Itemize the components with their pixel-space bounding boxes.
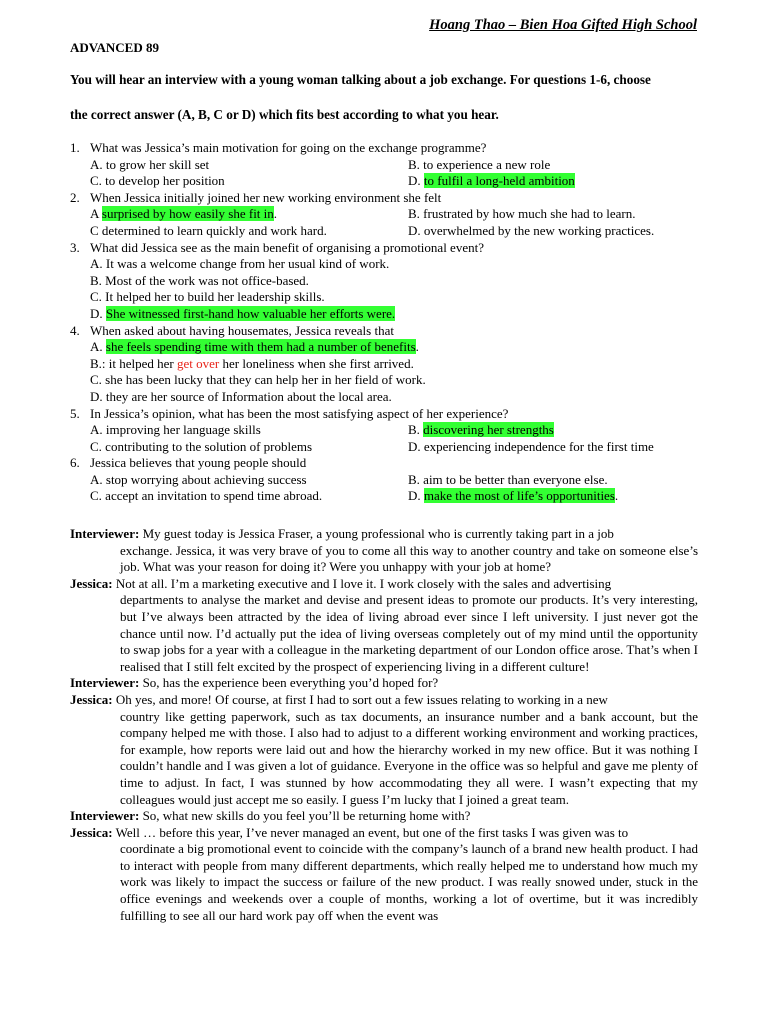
turn-first-line: So, what new skills do you feel you’ll be returning home with? bbox=[142, 808, 471, 824]
question-stem: When asked about having housemates, Jessica reveals that bbox=[90, 322, 394, 338]
option-c: C determined to learn quickly and work hard. bbox=[90, 222, 327, 238]
dialogue-turn bbox=[70, 526, 698, 576]
turn-text: exchange. Jessica, it was very brave of you to come all this way to another country and take on someone else’s job. What was your reason for doing it? Were you unhappy with your job at home? bbox=[120, 542, 698, 575]
dialogue-turn bbox=[70, 825, 698, 925]
option-a: A. improving her language skills bbox=[90, 422, 261, 438]
question-2 bbox=[70, 190, 710, 240]
question-5 bbox=[70, 406, 710, 456]
question-stem: What was Jessica’s main motivation for going on the exchange programme? bbox=[90, 140, 487, 155]
turn-text: departments to analyse the market and devise and present ideas to promote our products. It’s very interesting, but I’ve always been attracted by the idea of living abroad ever since I left university. I just never got the chance until now. I’d actually put the idea of living overseas completely out of my mind until the opportunity to swap jobs for a year with a colleague in the marketing department of our London office arose. That’s when I realised that I still felt excited by the prospect of experiencing living in a different culture! bbox=[120, 592, 698, 674]
highlighted-answer: surprised by how easily she fit in bbox=[101, 206, 274, 222]
instructions-line-1: You will hear an interview with a young woman talking about a job exchange. For questions 1-6, choose bbox=[70, 72, 651, 87]
transcript bbox=[70, 526, 698, 924]
highlighted-answer: make the most of life’s opportunities bbox=[423, 488, 615, 504]
speaker-label: Interviewer: bbox=[70, 675, 140, 691]
option-c: C. contributing to the solution of problems bbox=[90, 438, 313, 454]
highlighted-answer: she feels spending time with them had a number of benefits bbox=[105, 339, 416, 355]
turn-first-line: Oh yes, and more! Of course, at first I had to sort out a few issues relating to working in a new bbox=[115, 691, 608, 707]
option-c: C. to develop her position bbox=[90, 173, 225, 189]
option-d: D. to fulfil a long-held ambition bbox=[408, 173, 575, 189]
question-list bbox=[70, 140, 710, 505]
speaker-label: Jessica: bbox=[70, 575, 113, 591]
speaker-label: Interviewer: bbox=[70, 808, 140, 824]
question-3 bbox=[70, 240, 710, 323]
turn-text: country like getting paperwork, such as tax documents, an insurance number and a bank account, but the company helped me with those. I also had to adjust to a different working environment and working practices, for example, how reports were laid out and how the hierarchy worked in my new office. But it was nothing I couldn’t handle and I was given a lot of guidance. Everyone in the office was so helpful and gave me plenty of time to adjust. In fact, I was stunned by how accommodating they all were. I wasn’t expecting that my colleagues would just accept me so easily. I guess I’m lucky that I joined a great team. bbox=[120, 708, 698, 807]
option-d: D. She witnessed first-hand how valuable her efforts were. bbox=[90, 305, 396, 321]
question-number: 4. bbox=[70, 322, 80, 338]
option-b: B. Most of the work was not office-based. bbox=[90, 272, 309, 288]
question-stem: When Jessica initially joined her new working environment she felt bbox=[90, 189, 442, 205]
turn-first-line: So, has the experience been everything you’d hoped for? bbox=[142, 675, 439, 691]
dialogue-turn bbox=[70, 692, 698, 808]
turn-first-line: Well … before this year, I’ve never managed an event, but one of the first tasks I was given was to bbox=[115, 824, 629, 840]
question-4 bbox=[70, 323, 710, 406]
dialogue-turn bbox=[70, 808, 698, 825]
dialogue-turn bbox=[70, 576, 698, 676]
question-stem: What did Jessica see as the main benefit of organising a promotional event? bbox=[90, 239, 484, 255]
turn-text: coordinate a big promotional event to coincide with the company’s launch of a brand new health product. I had to interact with people from many different departments, which really helped me to understand how much my work was likely to impact the success or failure of the new product. I was really snowed under, stuck in the office evenings and weekends over a couple of months, working a lot of overtime, but it was incredibly fulfilling to see all our hard work pay off when the event was bbox=[120, 841, 698, 923]
turn-first-line: My guest today is Jessica Fraser, a young professional who is currently taking part in a job bbox=[142, 526, 614, 541]
question-number: 2. bbox=[70, 189, 80, 205]
option-b: B. to experience a new role bbox=[408, 156, 551, 172]
question-1 bbox=[70, 140, 710, 190]
option-d: D. they are her source of Information about the local area. bbox=[90, 388, 392, 404]
school-header: Hoang Thao – Bien Hoa Gifted High School bbox=[429, 17, 697, 33]
question-stem: In Jessica’s opinion, what has been the most satisfying aspect of her experience? bbox=[90, 405, 509, 421]
option-b: B. frustrated by how much she had to learn. bbox=[408, 206, 636, 222]
speaker-label: Jessica: bbox=[70, 824, 113, 840]
question-number: 5. bbox=[70, 405, 80, 421]
option-a: A. to grow her skill set bbox=[90, 156, 210, 172]
option-a: A. stop worrying about achieving success bbox=[90, 471, 307, 487]
question-stem: Jessica believes that young people should bbox=[90, 455, 307, 471]
option-b: B. aim to be better than everyone else. bbox=[408, 471, 608, 487]
dialogue-turn bbox=[70, 675, 698, 692]
question-number: 1. bbox=[70, 140, 80, 155]
option-a: A. It was a welcome change from her usual kind of work. bbox=[90, 256, 390, 272]
option-a: A. she feels spending time with them had a number of benefits. bbox=[90, 339, 419, 355]
option-c: C. she has been lucky that they can help her in her field of work. bbox=[90, 372, 426, 388]
exercise-title: ADVANCED 89 bbox=[70, 40, 159, 55]
option-b: B. discovering her strengths bbox=[408, 422, 554, 438]
turn-first-line: Not at all. I’m a marketing executive and I love it. I work closely with the sales and advertising bbox=[115, 575, 612, 591]
highlighted-answer: She witnessed first-hand how valuable her efforts were. bbox=[105, 305, 396, 321]
question-number: 6. bbox=[70, 455, 80, 471]
instructions-line-2: the correct answer (A, B, C or D) which fits best according to what you hear. bbox=[70, 107, 499, 122]
red-phrase: get over bbox=[177, 355, 220, 371]
option-a: A surprised by how easily she fit in. bbox=[90, 206, 278, 222]
question-6 bbox=[70, 455, 710, 505]
option-d: D. experiencing independence for the first time bbox=[408, 438, 654, 454]
speaker-label: Interviewer: bbox=[70, 526, 140, 541]
option-d: D. make the most of life’s opportunities. bbox=[408, 488, 619, 504]
option-c: C. accept an invitation to spend time abroad. bbox=[90, 488, 323, 504]
speaker-label: Jessica: bbox=[70, 691, 113, 707]
question-number: 3. bbox=[70, 239, 80, 255]
option-c: C. It helped her to build her leadership skills. bbox=[90, 289, 325, 305]
option-b: B.: it helped her get over her loneliness when she first arrived. bbox=[90, 355, 414, 371]
highlighted-answer: discovering her strengths bbox=[423, 422, 554, 438]
option-d: D. overwhelmed by the new working practices. bbox=[408, 222, 655, 238]
highlighted-answer: to fulfil a long-held ambition bbox=[423, 173, 575, 189]
